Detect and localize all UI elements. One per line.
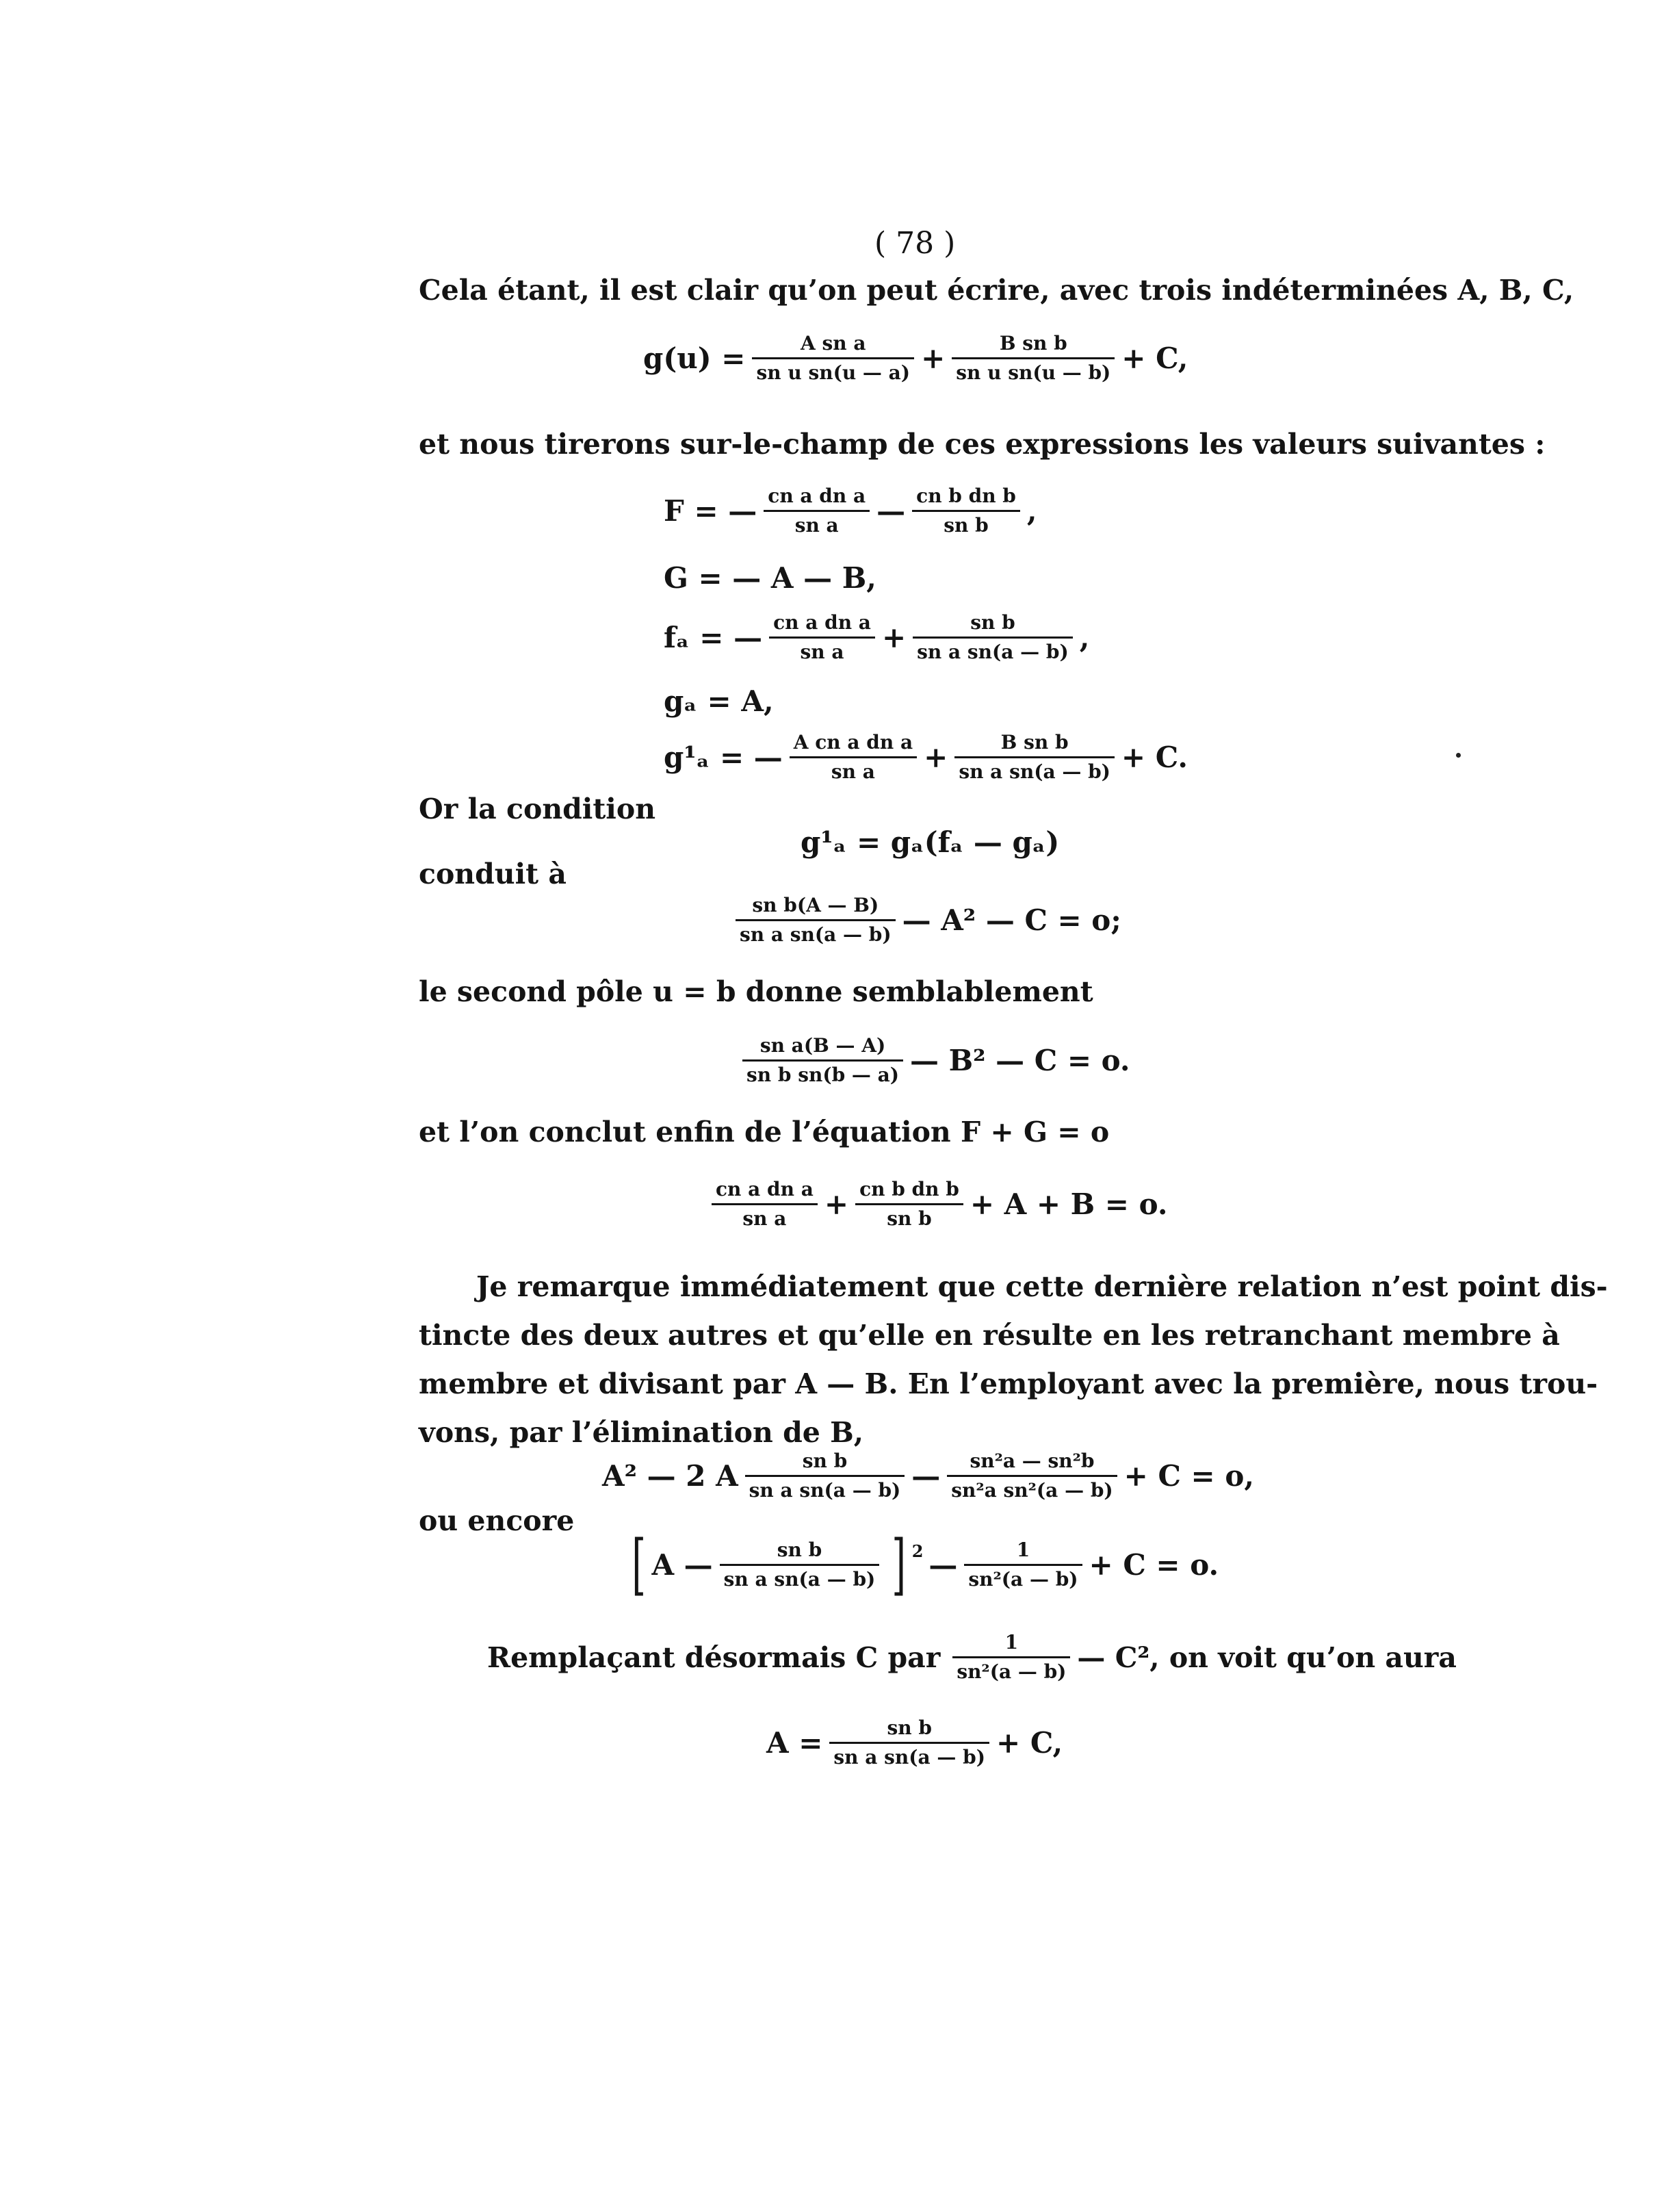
intro-line: Cela étant, il est clair qu’on peut écrire, avec trois indéterminées A, B, C,: [419, 274, 1574, 307]
eq-conduit-den: sn a sn(a — b): [740, 923, 892, 946]
eq-A2-f1-den: sn a sn(a — b): [749, 1479, 901, 1502]
eq-final-tail: + C,: [996, 1726, 1063, 1760]
eq-fa-fraction-1: [769, 609, 875, 666]
equation-F: [664, 483, 1037, 539]
eq-g-fraction-2: [952, 330, 1115, 387]
eq-g1a-fraction-2: [954, 729, 1115, 786]
remplacant-after: — C², on voit qu’on aura: [1077, 1641, 1457, 1674]
page-number: ( 78 ): [874, 226, 956, 261]
eq-g1a-fraction-1: [790, 729, 917, 786]
eq-fa-tail: ,: [1079, 621, 1090, 654]
eq-F-f1-den: sn a: [794, 514, 839, 537]
eq-F-fraction-1: [764, 483, 870, 539]
eq-g1a-lhs: g¹ₐ = —: [664, 741, 783, 774]
eq-second-fraction: [742, 1032, 903, 1089]
equation-A-squared: [602, 1448, 1254, 1504]
eq-g-frac2-den: sn u sn(u — b): [956, 361, 1111, 384]
eq-F-tail: ,: [1026, 494, 1037, 528]
bracket-open: [: [632, 1526, 647, 1603]
eq-FG-fraction-1: [712, 1176, 818, 1233]
eq-F-fraction-2: [912, 483, 1020, 539]
eq-A2-lhs: A² — 2 A: [602, 1459, 738, 1493]
eq-conduit-fraction: [736, 892, 896, 949]
paragraph-remarque: [419, 1263, 1608, 1457]
eq-bracket-fraction-1: [720, 1536, 880, 1593]
eq-FG-tail: + A + B = o.: [970, 1187, 1168, 1221]
equation-bracket: [626, 1526, 1219, 1603]
eq-bracket-f2-num: 1: [1016, 1538, 1030, 1561]
eq-final-f-den: sn a sn(a — b): [833, 1746, 985, 1769]
eq-bracket-tail: + C = o.: [1089, 1547, 1219, 1582]
eq-fa-f1-den: sn a: [800, 641, 844, 663]
eq-fa-f2-den: sn a sn(a — b): [917, 641, 1069, 663]
eq-FG-f2-num: cn b dn b: [859, 1178, 959, 1200]
eq-g-lhs: g(u) =: [643, 342, 746, 375]
eq-bracket-f1-num: sn b: [777, 1538, 822, 1561]
eq-F-minus: —: [876, 494, 906, 528]
eq-second-den: sn b sn(b — a): [746, 1064, 900, 1086]
eq-g-tail: + C,: [1121, 342, 1188, 375]
page-speck: [1456, 753, 1461, 758]
equation-g1-a: [664, 729, 1188, 786]
eq-A2-fraction-2: [947, 1448, 1117, 1504]
paragraph-line: tincte des deux autres et qu’elle en résulte en les retranchant membre à: [419, 1319, 1560, 1352]
eq-g-frac1-num: A sn a: [801, 332, 866, 355]
eq-F-f1-num: cn a dn a: [768, 485, 866, 507]
conclut-line: et l’on conclut enfin de l’équation F + G = o: [419, 1116, 1110, 1148]
eq-A2-f2-num: sn²a — sn²b: [970, 1450, 1095, 1472]
second-pole-line: le second pôle u = b donne semblablement: [419, 975, 1093, 1008]
eq-FG-plus: +: [824, 1187, 849, 1221]
ou-encore-label: ou encore: [419, 1504, 575, 1537]
eq-fa-fraction-2: [913, 609, 1073, 666]
eq-final-lhs: A =: [766, 1726, 823, 1760]
values-line: et nous tirerons sur-le-champ de ces expressions les valeurs suivantes :: [419, 428, 1546, 461]
eq-fa-plus: +: [881, 621, 907, 654]
eq-g-frac2-num: B sn b: [999, 332, 1067, 355]
eq-g1a-tail: + C.: [1121, 741, 1188, 774]
equation-final-A: [766, 1714, 1063, 1771]
eq-FG-f1-num: cn a dn a: [716, 1178, 814, 1200]
eq-A2-f2-den: sn²a sn²(a — b): [951, 1479, 1113, 1502]
eq-second-num: sn a(B — A): [759, 1034, 886, 1057]
remplacant-f-num: 1: [1004, 1631, 1019, 1654]
eq-fa-lhs: fₐ = —: [664, 621, 763, 654]
eq-g1a-f2-num: B sn b: [1000, 731, 1069, 754]
eq-fa-f2-num: sn b: [970, 611, 1015, 634]
eq-A2-minus: —: [911, 1459, 941, 1493]
eq-bracket-f1-den: sn a sn(a — b): [723, 1567, 876, 1591]
eq-A2-f1-num: sn b: [802, 1450, 848, 1472]
eq-g1a-f1-num: A cn a dn a: [793, 731, 913, 754]
paragraph-line: membre et divisant par A — B. En l’employant avec la première, nous trou-: [419, 1367, 1598, 1400]
remplacant-fraction: [952, 1629, 1070, 1686]
conduit-label: conduit à: [419, 858, 567, 890]
eq-bracket-minus: —: [928, 1547, 958, 1582]
eq-F-f2-num: cn b dn b: [916, 485, 1016, 507]
eq-bracket-a: A —: [651, 1547, 713, 1582]
eq-final-fraction: [829, 1714, 989, 1771]
eq-g-frac1-den: sn u sn(u — a): [756, 361, 911, 384]
paragraph-line: Je remarque immédiatement que cette dernière relation n’est point dis-: [476, 1270, 1608, 1303]
equation-g-a: gₐ = A,: [664, 684, 774, 718]
eq-bracket-fraction-2: [964, 1536, 1082, 1593]
eq-g1a-plus: +: [924, 741, 948, 774]
eq-g1a-f1-den: sn a: [831, 760, 875, 783]
bracket-square-exponent: 2: [911, 1541, 924, 1561]
equation-second-pole: [736, 1032, 1130, 1089]
eq-second-tail: — B² — C = o.: [910, 1044, 1130, 1077]
eq-final-f-num: sn b: [887, 1716, 932, 1739]
eq-FG-f2-den: sn b: [887, 1207, 932, 1230]
eq-A2-fraction-1: [745, 1448, 905, 1504]
condition-label: Or la condition: [419, 793, 656, 825]
remplacant-f-den: sn²(a — b): [957, 1660, 1067, 1683]
equation-G: G = — A — B,: [664, 561, 876, 595]
equation-condition: g¹ₐ = gₐ(fₐ — gₐ): [801, 825, 1060, 859]
eq-g-plus: +: [921, 342, 946, 375]
remplacant-line: [487, 1629, 1457, 1686]
equation-g-of-u: [643, 330, 1188, 387]
remplacant-before: Remplaçant désormais C par: [487, 1641, 941, 1674]
eq-conduit-tail: — A² — C = o;: [902, 903, 1121, 937]
eq-conduit-num: sn b(A — B): [752, 894, 879, 916]
paragraph-line: vons, par l’élimination de B,: [419, 1416, 864, 1449]
eq-g1a-f2-den: sn a sn(a — b): [959, 760, 1110, 783]
eq-FG-fraction-2: [855, 1176, 963, 1233]
eq-fa-f1-num: cn a dn a: [773, 611, 871, 634]
eq-bracket-f2-den: sn²(a — b): [968, 1567, 1078, 1591]
equation-conduit: [729, 892, 1121, 949]
eq-F-lhs: F = —: [664, 494, 757, 528]
bracket-close: ]: [892, 1526, 907, 1603]
equation-f-a: [664, 609, 1089, 666]
eq-F-f2-den: sn b: [944, 514, 989, 537]
eq-g-fraction-1: [752, 330, 914, 387]
equation-F-plus-G: [705, 1176, 1168, 1233]
eq-FG-f1-den: sn a: [742, 1207, 787, 1230]
eq-A2-tail: + C = o,: [1123, 1459, 1254, 1493]
